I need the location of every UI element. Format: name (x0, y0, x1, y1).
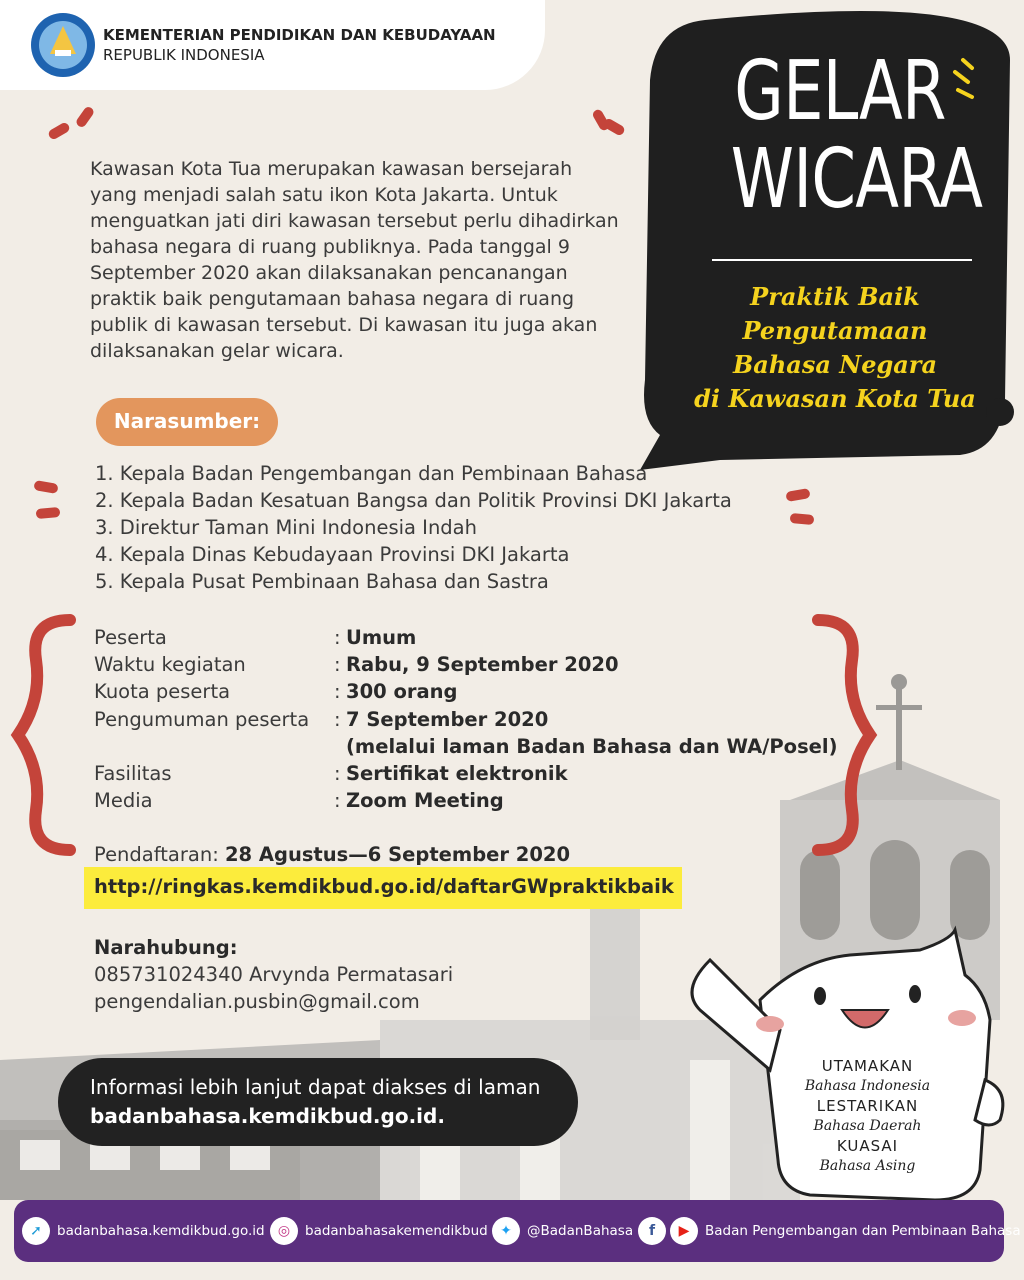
subtitle-line3: di Kawasan Kota Tua (694, 384, 976, 413)
footer-social-label: Badan Pengembangan dan Pembinaan Bahasa (705, 1223, 1021, 1239)
more-info-website[interactable]: badanbahasa.kemdikbud.go.id. (90, 1104, 445, 1128)
detail-colon-empty (334, 733, 346, 760)
contact-email[interactable]: pengendalian.pusbin@gmail.com (94, 990, 420, 1013)
detail-row (94, 706, 838, 733)
registration-link[interactable]: http://ringkas.kemdikbud.go.id/daftarGWpraktikbaik (84, 867, 682, 909)
ministry-line2: REPUBLIK INDONESIA (103, 46, 265, 64)
footer-website-label: badanbahasa.kemdikbud.go.id (57, 1223, 265, 1239)
detail-value: 300 orang (346, 680, 458, 704)
detail-value: Sertifikat elektronik (346, 762, 568, 786)
contact-info (94, 934, 453, 1015)
detail-colon: : (334, 762, 341, 786)
footer-instagram[interactable] (270, 1211, 488, 1251)
detail-row (94, 760, 838, 787)
detail-value: (melalui laman Badan Bahasa dan WA/Posel) (346, 734, 838, 758)
footer-social[interactable] (638, 1211, 1021, 1251)
footer-website[interactable] (22, 1211, 265, 1251)
subtitle-line1: Praktik Baik Pengutamaan (742, 282, 928, 345)
detail-key (94, 733, 334, 760)
registration-dates (94, 842, 570, 868)
speaker-item: 1. Kepala Badan Pengembangan dan Pembinaan Bahasa (95, 462, 648, 485)
contact-phone: 085731024340 Arvynda Permatasari (94, 963, 454, 986)
detail-row (94, 624, 838, 651)
speaker-item: 4. Kepala Dinas Kebudayaan Provinsi DKI Jakarta (95, 543, 570, 566)
subtitle-line2: Bahasa Negara (733, 350, 937, 379)
detail-colon: : (334, 789, 341, 813)
more-info-text: Informasi lebih lanjut dapat diakses di laman (90, 1075, 541, 1099)
footer-twitter-label: @BadanBahasa (527, 1223, 634, 1239)
detail-value: Umum (346, 626, 417, 649)
speaker-item: 2. Kepala Badan Kesatuan Bangsa dan Politik Provinsi DKI Jakarta (95, 489, 732, 512)
ministry-name (103, 25, 496, 65)
slogan-line: Bahasa Daerah (813, 1118, 922, 1134)
twitter-icon: ✦ (492, 1217, 520, 1245)
detail-row (94, 787, 838, 814)
slogan-line: Bahasa Asing (819, 1158, 916, 1174)
speaker-item: 3. Direktur Taman Mini Indonesia Indah (95, 516, 477, 539)
mascot-slogan (780, 1056, 955, 1176)
kemdikbud-logo-icon (30, 12, 96, 78)
slogan-line: UTAMAKAN (821, 1057, 914, 1075)
detail-colon: : (334, 707, 341, 731)
detail-colon: : (334, 680, 341, 704)
instagram-icon: ◎ (270, 1217, 298, 1245)
detail-key: Fasilitas (94, 762, 172, 786)
youtube-icon: ▶ (670, 1217, 698, 1245)
detail-key: Media (94, 789, 153, 813)
detail-key: Kuota peserta (94, 680, 231, 704)
event-title (700, 44, 983, 227)
detail-row (94, 651, 838, 678)
footer-instagram-label: badanbahasakemendikbud (305, 1223, 488, 1239)
detail-row (94, 733, 838, 760)
detail-key: Peserta (94, 626, 167, 649)
title-line1: GELAR (734, 44, 946, 139)
slogan-line: KUASAI (836, 1137, 899, 1155)
detail-value: Zoom Meeting (346, 789, 504, 813)
event-subtitle (680, 280, 990, 416)
detail-colon: : (334, 626, 341, 649)
slogan-line: Bahasa Indonesia (804, 1078, 931, 1094)
slogan-line: LESTARIKAN (816, 1097, 919, 1115)
detail-colon: : (334, 653, 341, 677)
detail-key: Waktu kegiatan (94, 653, 246, 677)
detail-key: Pengumuman peserta (94, 707, 310, 731)
event-details (94, 624, 838, 814)
header-card (0, 0, 545, 90)
detail-value: 7 September 2020 (346, 707, 549, 731)
footer-twitter[interactable] (492, 1211, 633, 1251)
more-info-box (58, 1058, 578, 1146)
narasumber-label: Narasumber: (96, 398, 278, 446)
detail-row (94, 678, 838, 705)
title-line2: WICARA (730, 132, 983, 227)
cursor-icon: ➚ (22, 1217, 50, 1245)
ministry-line1: KEMENTERIAN PENDIDIKAN DAN KEBUDAYAAN (103, 26, 496, 44)
contact-title: Narahubung: (94, 936, 238, 959)
intro-paragraph: Kawasan Kota Tua merupakan kawasan bersejarah yang menjadi salah satu ikon Kota Jakarta. Untuk menguatkan jati diri kawasan tersebut perlu dihadirkan bahasa negara di ruang publiknya. Pada tanggal 9 September 2020 akan dilaksanakan pencanangan praktik baik pengutamaan bahasa negara di ruang publik di kawasan tersebut. Di kawasan itu juga akan dilaksanakan gelar wicara. (90, 158, 619, 362)
facebook-icon: f (638, 1217, 666, 1245)
registration-label: Pendaftaran: (94, 843, 219, 866)
speaker-item: 5. Kepala Pusat Pembinaan Bahasa dan Sastra (95, 570, 549, 593)
registration-date-range: 28 Agustus—6 September 2020 (224, 843, 571, 866)
detail-value: Rabu, 9 September 2020 (346, 653, 619, 677)
speaker-list (95, 460, 732, 595)
